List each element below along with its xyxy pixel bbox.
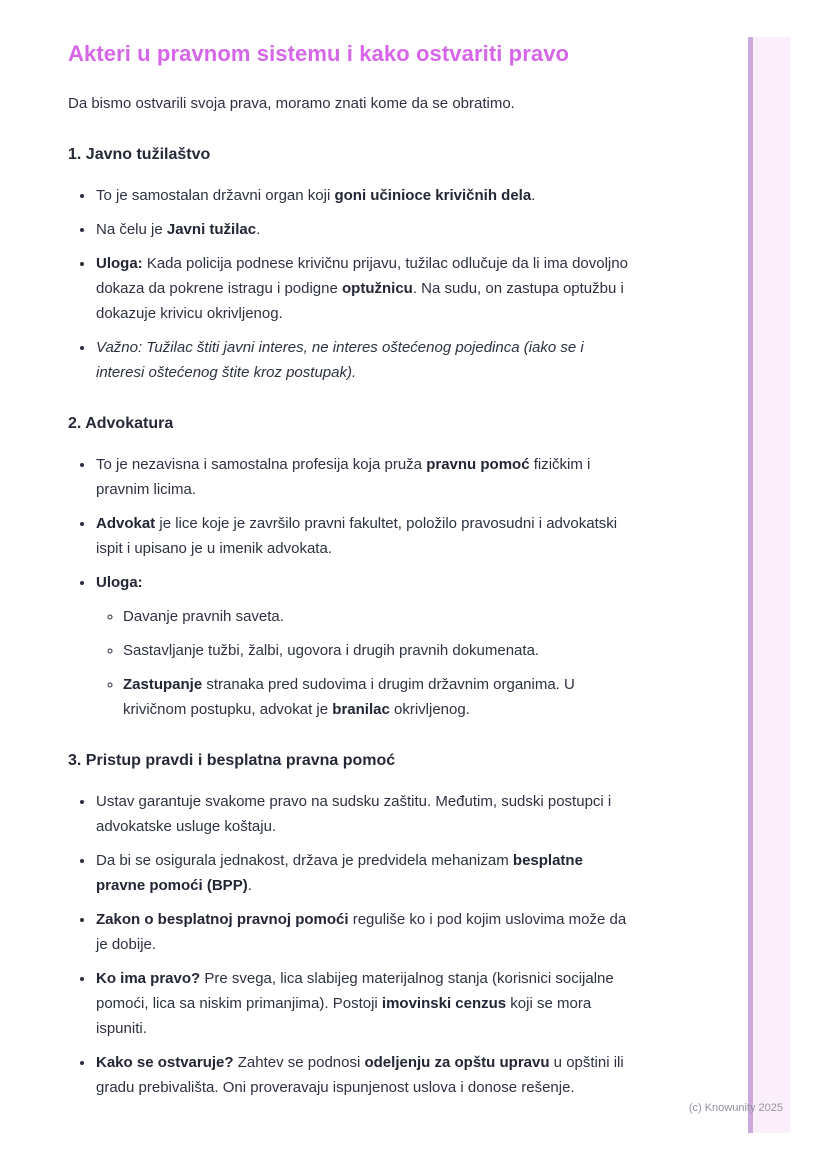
- text-run: okrivljenog.: [389, 701, 470, 718]
- section: [68, 413, 633, 722]
- sub-list-item: [123, 604, 633, 629]
- section-heading: 1. Javno tužilaštvo: [68, 146, 211, 163]
- text-run: Kada policija podnese krivičnu prijavu, tužilac odlučuje da li ima dovoljno dokaza da pokrene istragu i podigne: [96, 255, 628, 297]
- text-run: . Na sudu, on zastupa optužbu i dokazuje krivicu okrivljenog.: [96, 280, 624, 322]
- list-item: [95, 848, 633, 898]
- text-run: .: [247, 877, 252, 894]
- section-heading: 2. Advokatura: [68, 415, 174, 432]
- bold-text: Uloga:: [96, 255, 143, 272]
- bold-text: branilac: [332, 701, 390, 718]
- text-run: Zahtev se podnosi: [233, 1054, 365, 1071]
- bullet-list: [68, 183, 633, 385]
- list-item: [95, 183, 633, 208]
- italic-text: Važno: Tužilac štiti javni interes, ne interes oštećenog pojedinca (iako se i interesi oštećenog štite kroz postupak).: [96, 339, 584, 381]
- list-item: [95, 217, 633, 242]
- section: [68, 750, 633, 1100]
- bullet-list: [68, 789, 633, 1100]
- text-run: Pre svega, lica slabijeg materijalnog stanja (korisnici socijalne pomoći, lica sa niskim primanjima). Postoji: [96, 970, 614, 1012]
- text-run: Na čelu je: [96, 221, 167, 238]
- bold-text: odeljenju za opštu upravu: [364, 1054, 550, 1071]
- text-run: .: [531, 187, 536, 204]
- list-item: [95, 570, 633, 722]
- text-run: Sastavljanje tužbi, žalbi, ugovora i drugih pravnih dokumenata.: [123, 642, 540, 659]
- sub-list-item: [123, 672, 633, 722]
- bold-text: Advokat: [96, 515, 156, 532]
- text-run: To je nezavisna i samostalna profesija koja pruža: [96, 456, 427, 473]
- intro-paragraph: Da bismo ostvarili svoja prava, moramo znati kome da se obratimo.: [68, 95, 515, 112]
- copyright-footer: (c) Knowunity 2025: [688, 1102, 783, 1114]
- bold-text: Javni tužilac: [166, 221, 257, 238]
- bold-text: Zastupanje: [123, 676, 203, 693]
- list-item: [95, 452, 633, 502]
- bold-text: besplatne pravne pomoći (BPP): [96, 852, 583, 894]
- text-run: .: [256, 221, 261, 238]
- list-item: [95, 251, 633, 326]
- bold-text: goni učinioce krivičnih dela: [334, 187, 532, 204]
- text-run: fizičkim i pravnim licima.: [96, 456, 591, 498]
- text-run: reguliše ko i pod kojim uslovima može da je dobije.: [96, 911, 627, 953]
- bold-text: optužnicu: [342, 280, 413, 297]
- list-item: [95, 511, 633, 561]
- list-item: [95, 966, 633, 1041]
- text-run: stranaka pred sudovima i drugim državnim organima. U krivičnom postupku, advokat je: [123, 676, 575, 718]
- list-item: [95, 789, 633, 839]
- sub-bullet-list: [96, 604, 633, 722]
- text-run: je lice koje je završilo pravni fakultet, položilo pravosudni i advokatski ispit i upisano je u imenik advokata.: [96, 515, 618, 557]
- list-item: [95, 1050, 633, 1100]
- list-item: [95, 335, 633, 385]
- bold-text: Uloga:: [96, 574, 143, 591]
- text-run: Davanje pravnih saveta.: [123, 608, 284, 625]
- text-run: Da bi se osigurala jednakost, država je predvidela mehanizam: [96, 852, 513, 869]
- sub-list-item: [123, 638, 633, 663]
- text-run: koji se mora ispuniti.: [96, 995, 592, 1037]
- list-item: [95, 907, 633, 957]
- decorative-side-stripe: [748, 37, 790, 1133]
- sections: [68, 144, 633, 1100]
- bold-text: imovinski cenzus: [381, 995, 507, 1012]
- bullet-list: [68, 452, 633, 722]
- bold-text: Zakon o besplatnoj pravnoj pomoći: [96, 911, 349, 928]
- bold-text: Kako se ostvaruje?: [96, 1054, 234, 1071]
- bold-text: pravnu pomoć: [426, 456, 530, 473]
- document-content: [68, 40, 633, 1109]
- text-run: u opštini ili gradu prebivališta. Oni proveravaju ispunjenost uslova i donose rešenje.: [96, 1054, 624, 1096]
- text-run: To je samostalan državni organ koji: [96, 187, 335, 204]
- page-title: Akteri u pravnom sistemu i kako ostvariti pravo: [68, 41, 570, 66]
- text-run: Ustav garantuje svakome pravo na sudsku zaštitu. Međutim, sudski postupci i advokatske usluge koštaju.: [96, 793, 612, 835]
- bold-text: Ko ima pravo?: [96, 970, 201, 987]
- section-heading: 3. Pristup pravdi i besplatna pravna pomoć: [68, 752, 396, 769]
- section: [68, 144, 633, 385]
